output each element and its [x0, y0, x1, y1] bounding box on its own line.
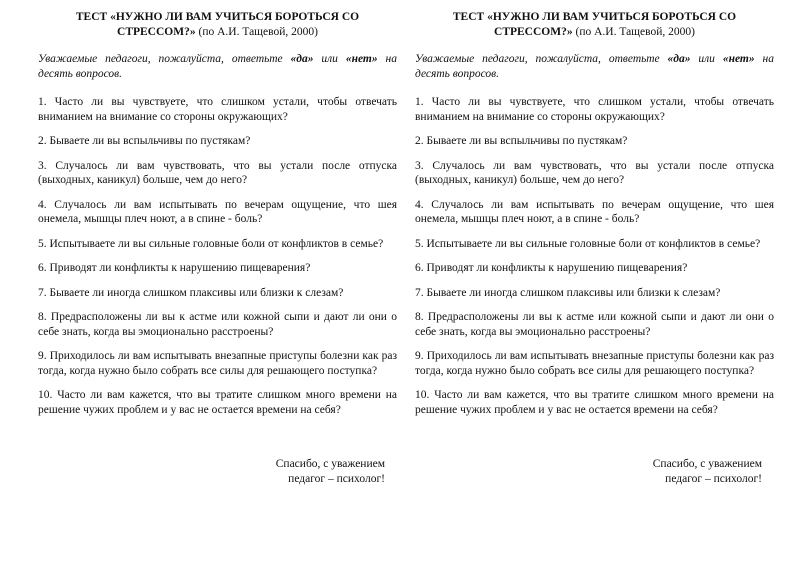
- answer-option-yes: «да»: [667, 53, 691, 65]
- question-6: 6. Приводят ли конфликты к нарушению пищеварения?: [415, 262, 688, 274]
- answer-option-no: «нет»: [722, 53, 755, 65]
- test-title-main: ТЕСТ «НУЖНО ЛИ ВАМ УЧИТЬСЯ БОРОТЬСЯ СО СТРЕССОМ?»: [452, 11, 737, 38]
- instructions-text: или: [690, 53, 723, 65]
- question-1: 1. Часто ли вы чувствуете, что слишком устали, чтобы отвечать вниманием на внимание со стороны окружающих?: [38, 96, 397, 123]
- question-4: 4. Случалось ли вам испытывать по вечерам ощущение, что шея онемела, мышцы плеч ноют, а в спине - боль?: [38, 198, 397, 225]
- question-9: 9. Приходилось ли вам испытывать внезапные приступы болезни как раз тогда, когда нужно было собрать все силы для решающего поступка?: [38, 350, 397, 377]
- question-4: 4. Случалось ли вам испытывать по вечерам ощущение, что шея онемела, мышцы плеч ноют, а в спине - боль?: [415, 198, 774, 225]
- test-instructions: [38, 52, 397, 81]
- closing-note: [38, 457, 397, 486]
- test-title-source: (по А.И. Тащевой, 2000): [572, 25, 695, 38]
- instructions-text: на десять вопросов.: [415, 53, 775, 80]
- answer-option-yes: «да»: [290, 53, 314, 65]
- question-3: 3. Случалось ли вам чувствовать, что вы устали после отпуска (выходных, каникул) больше, чем до него?: [38, 159, 397, 186]
- question-9: 9. Приходилось ли вам испытывать внезапные приступы болезни как раз тогда, когда нужно было собрать все силы для решающего поступка?: [415, 350, 774, 377]
- test-title-source: (по А.И. Тащевой, 2000): [195, 25, 318, 38]
- questions-list: [38, 81, 397, 417]
- closing-note: [415, 457, 774, 486]
- question-7: 7. Бываете ли иногда слишком плаксивы или близки к слезам?: [38, 286, 344, 299]
- answer-option-no: «нет»: [345, 53, 378, 65]
- test-instructions: [415, 52, 774, 81]
- instructions-text: или: [313, 53, 346, 65]
- question-2: 2. Бываете ли вы вспыльчивы по пустякам?: [38, 135, 251, 147]
- instructions-text: Уважаемые педагоги, пожалуйста, ответьте: [38, 53, 291, 65]
- question-5: 5. Испытываете ли вы сильные головные боли от конфликтов в семье?: [38, 237, 384, 250]
- questions-list: [415, 81, 774, 417]
- test-copy-right: [415, 10, 774, 566]
- closing-line-2: педагог – психолог!: [288, 472, 385, 485]
- instructions-text: Уважаемые педагоги, пожалуйста, ответьте: [415, 53, 668, 65]
- question-5: 5. Испытываете ли вы сильные головные боли от конфликтов в семье?: [415, 237, 761, 250]
- test-copy-left: [38, 10, 397, 566]
- question-2: 2. Бываете ли вы вспыльчивы по пустякам?: [415, 135, 628, 147]
- test-title: [38, 10, 397, 39]
- question-3: 3. Случалось ли вам чувствовать, что вы устали после отпуска (выходных, каникул) больше, чем до него?: [415, 159, 774, 186]
- question-8: 8. Предрасположены ли вы к астме или кожной сыпи и дают ли они о себе знать, когда вы эмоционально расстроены?: [38, 311, 397, 338]
- question-8: 8. Предрасположены ли вы к астме или кожной сыпи и дают ли они о себе знать, когда вы эмоционально расстроены?: [415, 311, 774, 338]
- closing-line-2: педагог – психолог!: [665, 472, 762, 485]
- question-7: 7. Бываете ли иногда слишком плаксивы или близки к слезам?: [415, 286, 721, 299]
- question-6: 6. Приводят ли конфликты к нарушению пищеварения?: [38, 262, 311, 274]
- closing-line-1: Спасибо, с уважением: [275, 458, 385, 470]
- question-10: 10. Часто ли вам кажется, что вы тратите слишком много времени на решение чужих проблем и у вас не остается времени на себя?: [415, 389, 774, 416]
- question-10: 10. Часто ли вам кажется, что вы тратите слишком много времени на решение чужих проблем и у вас не остается времени на себя?: [38, 389, 397, 416]
- closing-line-1: Спасибо, с уважением: [652, 458, 762, 470]
- test-title: [415, 10, 774, 39]
- question-1: 1. Часто ли вы чувствуете, что слишком устали, чтобы отвечать вниманием на внимание со стороны окружающих?: [415, 96, 774, 123]
- test-title-main: ТЕСТ «НУЖНО ЛИ ВАМ УЧИТЬСЯ БОРОТЬСЯ СО СТРЕССОМ?»: [75, 11, 360, 38]
- instructions-text: на десять вопросов.: [38, 53, 398, 80]
